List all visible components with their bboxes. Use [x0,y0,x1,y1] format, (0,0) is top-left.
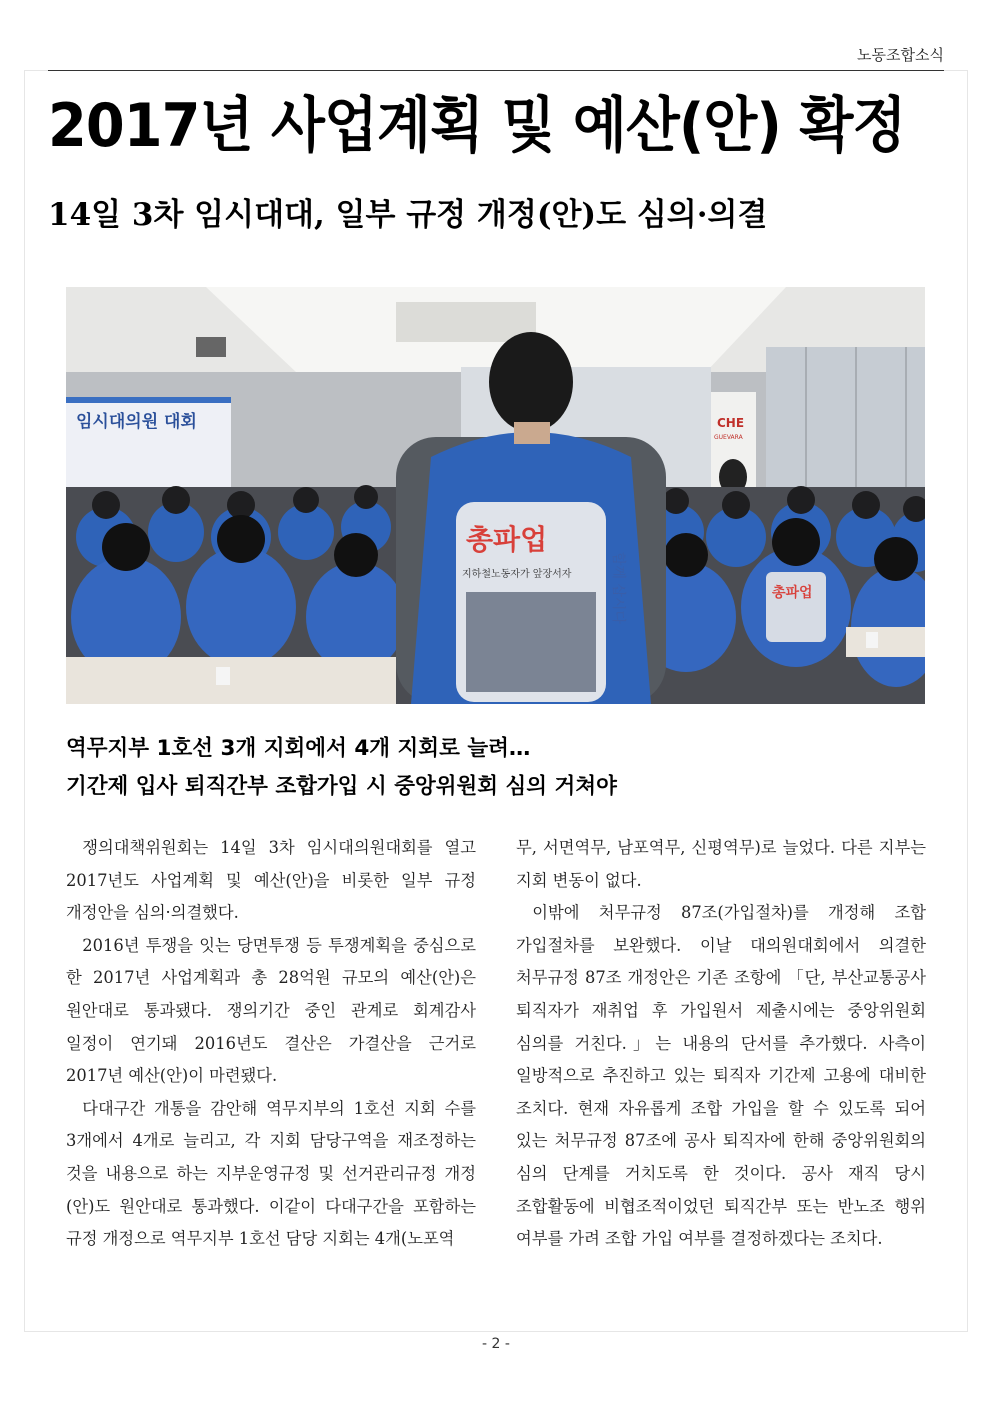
front-table [66,657,396,704]
banner-text: 임시대의원 대회 [76,412,197,432]
article-deck [66,730,926,806]
vest-subtext: 지하철노동자가 앞장서자 [462,569,572,580]
article-column-left [66,832,476,1256]
headline-title: 2017년 사업계획 및 예산(안) 확정 [48,91,906,161]
vest-slogan: 총파업 [466,523,548,556]
vest-side-text: 함께 삽시다 [610,552,626,625]
section-label: 노동조합소식 [857,46,944,64]
poster-subtext: GUEVARA [714,434,743,441]
article-paragraph: 무, 서면역무, 남포역무, 신평역무)로 늘었다. 다른 지부는 지회 변동이 없다. [516,838,926,890]
article-paragraph: 다대구간 개통을 감안해 역무지부의 1호선 지회 수를 3개에서 4개로 늘리고, 각 지회 담당구역을 재조정하는 것을 내용으로 하는 지부운영규정 및 선거관리규정 개정(안)도 원안대로 통과했다. 이같이 다대구간을 포함하는 규정 개정으로 역무지부 1호선 담당 지회는 4개(노포역 [66,1098,476,1249]
page-number: - 2 - [482,1336,510,1352]
meeting-photo-illustration [66,287,925,704]
article-paragraph: 쟁의대책위원회는 14일 3차 임시대의원대회를 열고 2017년도 사업계획 및 예산(안)을 비롯한 일부 규정 개정안을 심의·의결했다. [66,838,476,923]
right-vest-text: 총파업 [772,585,813,601]
headline-subtitle: 14일 3차 임시대대, 일부 규정 개정(안)도 심의·의결 [48,197,768,233]
article-paragraph: 2016년 투쟁을 잇는 당면투쟁 등 투쟁계획을 중심으로 한 2017년 사업계획과 총 28억원 규모의 예산(안)은 원안대로 통과됐다. 쟁의기간 중인 관계로 회계감사 일정이 연기돼 2016년도 결산은 가결산을 근거로 2017년 예산(안)이 마련됐다. [66,935,476,1086]
article-paragraph: 이밖에 처무규정 87조(가입절차)를 개정해 조합 가입절차를 보완했다. 이날 대의원대회에서 의결한 처무규정 87조 개정안은 기존 조항에 「단, 부산교통공사 퇴직자가 재취업 후 가입원서 제출시에는 중앙위원회 심의를 거친다.」는 내용의 단서를 추가했다. 사측이 일방적으로 추진하고 있는 퇴직자 기간제 고용에 대비한 조치다. 현재 자유롭게 조합 가입을 할 수 있도록 되어 있는 처무규정 87조에 공사 퇴직자에 한해 중앙위원회의 심의 단계를 거치도록 한 것이다. 공사 재직 당시 조합활동에 비협조적이었던 퇴직간부 또는 반노조 행위 여부를 가려 조합 가입 여부를 결정하겠다는 조치다. [516,903,926,1249]
stage-banner [66,397,231,487]
deck-line-2: 기간제 입사 퇴직간부 조합가입 시 중앙위원회 심의 거쳐야 [66,774,617,799]
meeting-photo [66,287,925,704]
article-column-right [516,832,926,1256]
poster-text: CHE [717,416,745,430]
projector [196,337,226,357]
header-rule [48,70,944,71]
deck-line-1: 역무지부 1호선 3개 지회에서 4개 지회로 늘려… [66,736,531,761]
